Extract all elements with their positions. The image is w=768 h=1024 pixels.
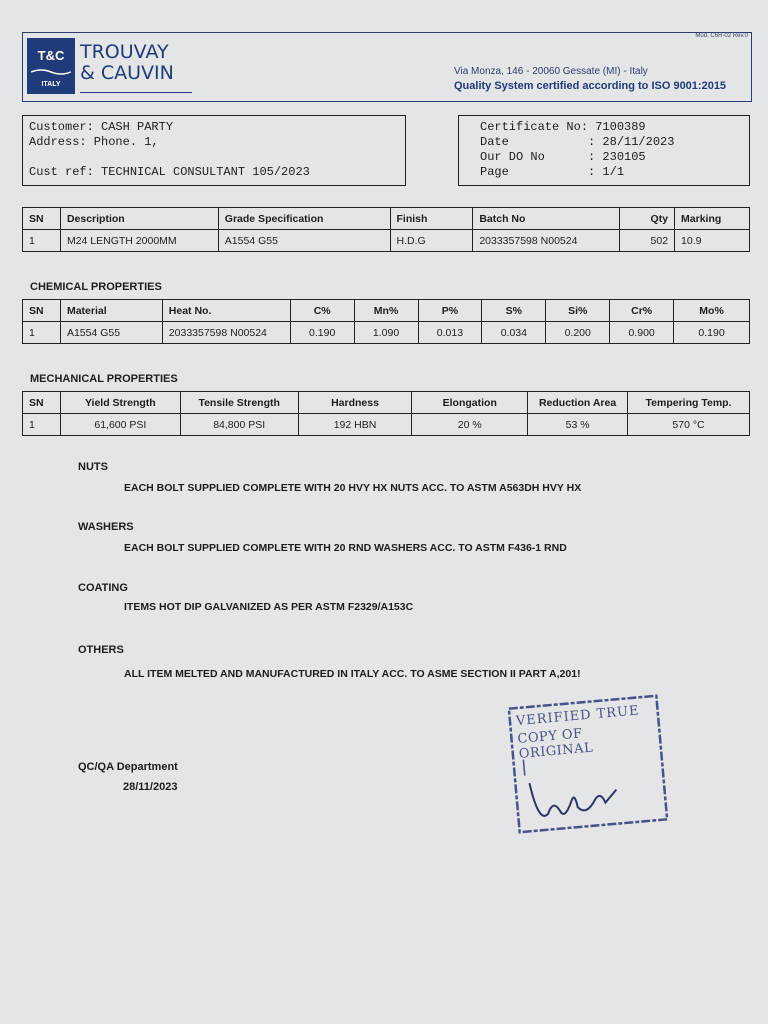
company-name <box>80 42 174 84</box>
company-logo <box>27 38 75 94</box>
nuts-heading: NUTS <box>78 461 108 473</box>
column-header: Reduction Area <box>528 392 628 414</box>
column-header: Si% <box>546 300 610 322</box>
company-name-line2: & CAUVIN <box>80 62 174 84</box>
signature-date: 28/11/2023 <box>123 781 178 793</box>
table-cell: 570 °C <box>628 414 750 436</box>
column-header: Cr% <box>610 300 674 322</box>
column-header: Grade Specification <box>218 208 390 230</box>
column-header: Mo% <box>674 300 750 322</box>
others-heading: OTHERS <box>78 644 124 656</box>
table-cell: 192 HBN <box>298 414 412 436</box>
column-header: Batch No <box>473 208 620 230</box>
table-cell: M24 LENGTH 2000MM <box>60 230 218 252</box>
logo-initials: T&C <box>37 48 65 63</box>
customer-reference: Cust ref: TECHNICAL CONSULTANT 105/2023 <box>29 165 310 179</box>
table-cell: 20 % <box>412 414 528 436</box>
washers-text: EACH BOLT SUPPLIED COMPLETE WITH 20 RND WASHERS ACC. TO ASTM F436-1 RND <box>124 542 567 554</box>
table-cell: 2033357598 N00524 <box>162 322 290 344</box>
column-header: SN <box>23 392 61 414</box>
table-cell: 10.9 <box>675 230 750 252</box>
certificate-number: Certificate No: 7100389 <box>480 120 646 134</box>
mechanical-section-title: MECHANICAL PROPERTIES <box>30 373 178 385</box>
table-cell: 502 <box>620 230 675 252</box>
others-text: ALL ITEM MELTED AND MANUFACTURED IN ITALY ACC. TO ASME SECTION II PART A,201! <box>124 668 581 680</box>
table-cell: 0.900 <box>610 322 674 344</box>
coating-text: ITEMS HOT DIP GALVANIZED AS PER ASTM F2329/A153C <box>124 601 414 613</box>
quality-statement: Quality System certified according to ISO 9001:2015 <box>454 80 727 92</box>
coating-heading: COATING <box>78 582 128 594</box>
table-row <box>23 414 750 436</box>
stamp-text-line1: VERIFIED TRUE <box>515 703 641 730</box>
column-header: Hardness <box>298 392 412 414</box>
form-reference: Mod. C6R-02 Rev.0 <box>695 33 748 39</box>
column-header: Marking <box>675 208 750 230</box>
column-header: C% <box>290 300 354 322</box>
column-header: Material <box>60 300 162 322</box>
table-header-row <box>23 392 750 414</box>
mechanical-table <box>22 391 750 436</box>
column-header: SN <box>23 208 61 230</box>
column-header: Description <box>60 208 218 230</box>
items-table <box>22 207 750 252</box>
certificate-date: Date : 28/11/2023 <box>480 135 675 149</box>
table-row <box>23 230 750 252</box>
chemical-table <box>22 299 750 344</box>
table-cell: 0.190 <box>290 322 354 344</box>
column-header: Tempering Temp. <box>628 392 750 414</box>
verification-stamp <box>507 694 670 835</box>
table-cell: 1 <box>23 230 61 252</box>
column-header: Yield Strength <box>60 392 180 414</box>
table-cell: 1 <box>23 322 61 344</box>
table-cell: H.D.G <box>390 230 473 252</box>
column-header: Qty <box>620 208 675 230</box>
table-row <box>23 322 750 344</box>
table-cell: 0.200 <box>546 322 610 344</box>
table-cell: 2033357598 N00524 <box>473 230 620 252</box>
table-cell: 0.190 <box>674 322 750 344</box>
column-header: SN <box>23 300 61 322</box>
customer-name: Customer: CASH PARTY <box>29 120 174 134</box>
column-header: Elongation <box>412 392 528 414</box>
customer-address: Address: Phone. 1, <box>29 135 159 149</box>
company-name-line1: TROUVAY <box>80 41 169 63</box>
column-header: Tensile Strength <box>180 392 298 414</box>
table-cell: 1.090 <box>354 322 418 344</box>
certificate-do-number: Our DO No : 230105 <box>480 150 646 164</box>
table-cell: 61,600 PSI <box>60 414 180 436</box>
column-header: Finish <box>390 208 473 230</box>
stamp-text-line2: COPY OF ORIGINAL <box>516 726 594 762</box>
chemical-section-title: CHEMICAL PROPERTIES <box>30 281 162 293</box>
column-header: P% <box>418 300 482 322</box>
table-cell: A1554 G55 <box>60 322 162 344</box>
company-address: Via Monza, 146 - 20060 Gessate (MI) - Italy <box>454 66 648 77</box>
department-label: QC/QA Department <box>78 761 178 773</box>
certificate-box <box>458 115 750 186</box>
table-cell: 0.034 <box>482 322 546 344</box>
washers-heading: WASHERS <box>78 521 134 533</box>
logo-country: ITALY <box>41 81 61 88</box>
table-cell: 53 % <box>528 414 628 436</box>
table-cell: 1 <box>23 414 61 436</box>
table-cell: 84,800 PSI <box>180 414 298 436</box>
nuts-text: EACH BOLT SUPPLIED COMPLETE WITH 20 HVY HX NUTS ACC. TO ASTM A563DH HVY HX <box>124 482 582 494</box>
table-cell: 0.013 <box>418 322 482 344</box>
customer-box <box>22 115 406 186</box>
table-header-row <box>23 300 750 322</box>
column-header: Mn% <box>354 300 418 322</box>
column-header: Heat No. <box>162 300 290 322</box>
table-cell: A1554 G55 <box>218 230 390 252</box>
column-header: S% <box>482 300 546 322</box>
logo-wave-icon <box>31 68 71 76</box>
company-underline <box>80 92 192 93</box>
table-header-row <box>23 208 750 230</box>
certificate-page: Page : 1/1 <box>480 165 625 179</box>
